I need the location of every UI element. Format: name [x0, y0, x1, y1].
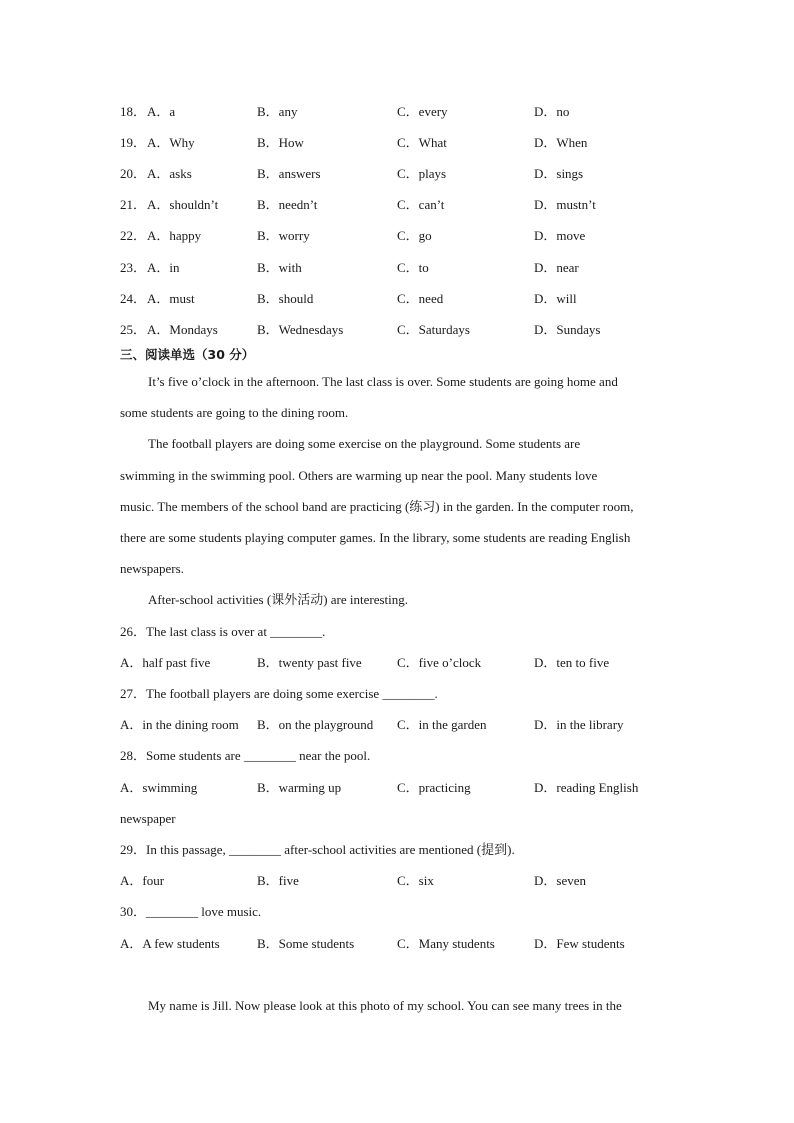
mc-item-19 [0, 133, 794, 153]
option-d: D．Sundays [534, 322, 601, 337]
mc-item-24 [0, 289, 794, 309]
option-d: D．ten to five [534, 655, 610, 670]
option-d-wrap: newspaper [120, 811, 176, 826]
option-c: C．five o’clock [397, 655, 482, 670]
question-options-29 [0, 871, 794, 891]
option-b: B．Wednesdays [257, 322, 344, 337]
question-stem-29: 29．In this passage, ________ after-school activities are mentioned (提到). [120, 842, 515, 857]
passage-line: newspapers. [120, 561, 184, 576]
option-c: C．in the garden [397, 717, 487, 732]
passage-line: The football players are doing some exercise on the playground. Some students are [148, 436, 581, 451]
option-b: B．should [257, 291, 314, 306]
question-stem-26: 26．The last class is over at ________. [120, 624, 326, 639]
passage-line: It’s five o’clock in the afternoon. The last class is over. Some students are going home and [148, 374, 618, 389]
section-title: 三、阅读单选（30 分） [120, 347, 255, 362]
item-number: 25． [120, 322, 147, 337]
option-b: B．with [257, 260, 302, 275]
option-a: A．must [147, 291, 195, 306]
question-stem-27: 27．The football players are doing some exercise ________. [120, 686, 438, 701]
mc-item-25 [0, 320, 794, 340]
option-a: A．a [147, 104, 176, 119]
option-a: A．four [120, 873, 165, 888]
option-d: D．near [534, 260, 579, 275]
item-number: 19． [120, 135, 147, 150]
option-c: C．What [397, 135, 447, 150]
option-d: D．mustn’t [534, 197, 596, 212]
option-c: C．six [397, 873, 434, 888]
mc-item-22 [0, 226, 794, 246]
option-c: C．plays [397, 166, 447, 181]
option-c: C．need [397, 291, 444, 306]
question-options-26 [0, 653, 794, 673]
option-b: B．any [257, 104, 298, 119]
passage-line: swimming in the swimming pool. Others are warming up near the pool. Many students love [120, 468, 598, 483]
option-a: A．A few students [120, 936, 220, 951]
question-options-30 [0, 934, 794, 954]
passage-line: there are some students playing computer games. In the library, some students are reading English [120, 530, 631, 545]
option-b: B．on the playground [257, 717, 374, 732]
option-d: D．seven [534, 873, 586, 888]
option-a: A．in the dining room [120, 717, 239, 732]
option-a: A．swimming [120, 780, 198, 795]
option-a: A．asks [147, 166, 192, 181]
item-number: 20． [120, 166, 147, 181]
option-b: B．How [257, 135, 304, 150]
option-c: C．Saturdays [397, 322, 470, 337]
option-d: D．reading English [534, 780, 639, 795]
option-b: B．needn’t [257, 197, 318, 212]
option-c: C．every [397, 104, 448, 119]
option-c: C．Many students [397, 936, 495, 951]
option-c: C．can’t [397, 197, 445, 212]
passage2-line: My name is Jill. Now please look at this photo of my school. You can see many trees in the [148, 998, 622, 1013]
option-b: B．Some students [257, 936, 355, 951]
option-d: D．in the library [534, 717, 624, 732]
option-a: A．shouldn’t [147, 197, 219, 212]
option-d: D．move [534, 228, 586, 243]
item-number: 22． [120, 228, 147, 243]
option-d: D．Few students [534, 936, 625, 951]
option-c: C．to [397, 260, 429, 275]
option-b: B．five [257, 873, 299, 888]
option-b: B．warming up [257, 780, 342, 795]
option-d: D．sings [534, 166, 584, 181]
passage-line: music. The members of the school band are practicing (练习) in the garden. In the computer room, [120, 499, 634, 514]
question-stem-28: 28．Some students are ________ near the pool. [120, 748, 371, 763]
option-c: C．go [397, 228, 432, 243]
option-d: D．will [534, 291, 577, 306]
item-number: 24． [120, 291, 147, 306]
option-d: D．no [534, 104, 570, 119]
option-b: B．worry [257, 228, 310, 243]
mc-item-18 [0, 102, 794, 122]
item-number: 18． [120, 104, 147, 119]
option-a: A．Why [147, 135, 195, 150]
mc-item-23 [0, 258, 794, 278]
passage-line: After-school activities (课外活动) are interesting. [148, 592, 409, 607]
option-c: C．practicing [397, 780, 471, 795]
option-a: A．happy [147, 228, 202, 243]
item-number: 21． [120, 197, 147, 212]
option-a: A．Mondays [147, 322, 218, 337]
mc-item-21 [0, 195, 794, 215]
option-b: B．answers [257, 166, 321, 181]
option-b: B．twenty past five [257, 655, 362, 670]
option-a: A．half past five [120, 655, 211, 670]
question-options-27 [0, 715, 794, 735]
mc-item-20 [0, 164, 794, 184]
question-stem-30: 30．________ love music. [120, 904, 262, 919]
question-options-28 [0, 778, 794, 798]
passage-line: some students are going to the dining room. [120, 405, 349, 420]
option-d: D．When [534, 135, 588, 150]
option-a: A．in [147, 260, 180, 275]
item-number: 23． [120, 260, 147, 275]
